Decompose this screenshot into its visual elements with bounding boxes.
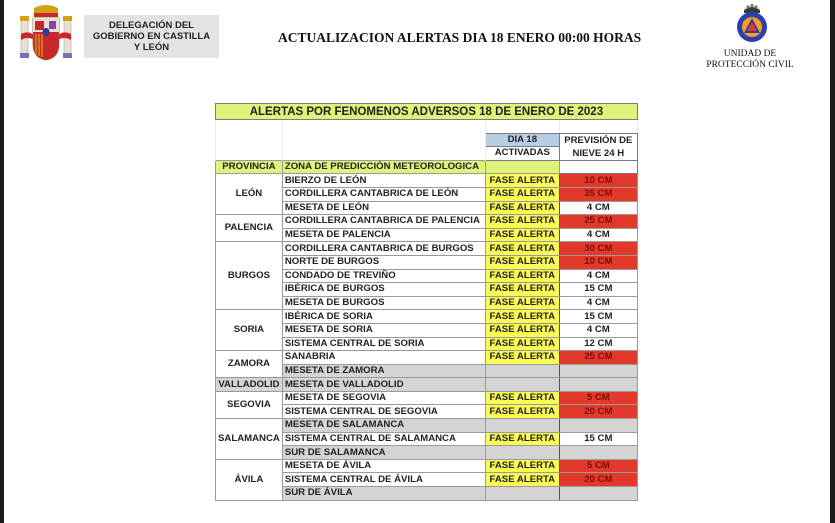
snow-forecast-cell: 4 CM: [559, 323, 637, 337]
table-row: [216, 215, 638, 229]
zone-cell: SISTEMA CENTRAL DE SEGOVIA: [282, 405, 485, 419]
alert-phase-cell: [485, 446, 559, 460]
snow-forecast-cell: 5 CM: [559, 459, 637, 473]
col-zone-header: ZONA DE PREDICCIÓN METEOROLOGICA: [282, 160, 485, 174]
alert-phase-cell: FASE ALERTA: [485, 405, 559, 419]
snow-forecast-cell: 12 CM: [559, 337, 637, 351]
zone-cell: MESETA DE ÁVILA: [282, 459, 485, 473]
snow-forecast-cell: 25 CM: [559, 215, 637, 229]
alert-phase-cell: FASE ALERTA: [485, 351, 559, 365]
zone-cell: MESETA DE LEÓN: [282, 201, 485, 215]
snow-forecast-cell: 10 CM: [559, 255, 637, 269]
spacer-row: [216, 120, 638, 134]
table-row: [216, 242, 638, 256]
table-banner: ALERTAS POR FENOMENOS ADVERSOS 18 DE ENERO DE 2023: [216, 104, 638, 120]
col-activated-header: ACTIVADAS: [485, 147, 559, 161]
alert-phase-cell: FASE ALERTA: [485, 174, 559, 188]
zone-cell: CORDILLERA CANTABRICA DE PALENCIA: [282, 215, 485, 229]
zone-cell: SISTEMA CENTRAL DE SALAMANCA: [282, 432, 485, 446]
zone-cell: SANABRIA: [282, 351, 485, 365]
zone-cell: MESETA DE VALLADOLID: [282, 378, 485, 392]
col-snow-label: PREVISIÓN DE NIEVE 24 H: [564, 134, 633, 159]
alert-phase-cell: FASE ALERTA: [485, 459, 559, 473]
province-cell: ZAMORA: [216, 351, 283, 378]
alert-phase-cell: FASE ALERTA: [485, 473, 559, 487]
alert-phase-cell: FASE ALERTA: [485, 391, 559, 405]
zone-cell: CORDILLERA CANTABRICA DE BURGOS: [282, 242, 485, 256]
delegacion-gobierno-label: DELEGACIÓN DEL GOBIERNO EN CASTILLA Y LEÓN: [84, 15, 219, 58]
page-title: ACTUALIZACION ALERTAS DIA 18 ENERO 00:00 HORAS: [278, 30, 642, 45]
province-cell: BURGOS: [216, 242, 283, 310]
banner-row: [216, 104, 638, 120]
alert-phase-cell: [485, 419, 559, 433]
table-row: [216, 310, 638, 324]
snow-forecast-cell: 10 CM: [559, 174, 637, 188]
snow-forecast-cell: 5 CM: [559, 391, 637, 405]
left-edge-shadow: [0, 0, 4, 523]
zone-cell: MESETA DE ZAMORA: [282, 364, 485, 378]
table-row: [216, 378, 638, 392]
alert-phase-cell: FASE ALERTA: [485, 323, 559, 337]
table-row: [216, 419, 638, 433]
zone-cell: MESETA DE SALAMANCA: [282, 419, 485, 433]
snow-forecast-cell: [559, 378, 637, 392]
snow-forecast-cell: 20 CM: [559, 405, 637, 419]
zone-cell: MESETA DE PALENCIA: [282, 228, 485, 242]
province-cell: SORIA: [216, 310, 283, 351]
snow-forecast-cell: 15 CM: [559, 310, 637, 324]
table-row: [216, 459, 638, 473]
snow-forecast-cell: 20 CM: [559, 473, 637, 487]
zone-cell: CONDADO DE TREVIÑO: [282, 269, 485, 283]
col-snow-header: [559, 133, 637, 160]
zone-cell: CORDILLERA CANTABRICA DE LEÓN: [282, 187, 485, 201]
zone-cell: MESETA DE SORIA: [282, 323, 485, 337]
snow-forecast-cell: 25 CM: [559, 351, 637, 365]
province-cell: LEÓN: [216, 174, 283, 215]
proteccion-civil-logo-icon: [735, 2, 769, 44]
snow-forecast-cell: [559, 419, 637, 433]
province-cell: PALENCIA: [216, 215, 283, 242]
snow-forecast-cell: [559, 487, 637, 501]
right-edge-shadow: [830, 0, 835, 523]
alert-phase-cell: [485, 487, 559, 501]
snow-forecast-cell: 4 CM: [559, 269, 637, 283]
snow-forecast-cell: 35 CM: [559, 187, 637, 201]
alert-phase-cell: FASE ALERTA: [485, 201, 559, 215]
alert-phase-cell: FASE ALERTA: [485, 432, 559, 446]
snow-forecast-cell: 15 CM: [559, 283, 637, 297]
alert-phase-cell: FASE ALERTA: [485, 269, 559, 283]
snow-forecast-cell: 4 CM: [559, 201, 637, 215]
table-row: [216, 174, 638, 188]
province-cell: VALLADOLID: [216, 378, 283, 392]
alert-phase-cell: FASE ALERTA: [485, 283, 559, 297]
alert-phase-cell: [485, 364, 559, 378]
col-day-header: DIA 18: [485, 133, 559, 147]
snow-forecast-cell: [559, 364, 637, 378]
zone-cell: NORTE DE BURGOS: [282, 255, 485, 269]
alert-phase-cell: FASE ALERTA: [485, 242, 559, 256]
alert-phase-cell: FASE ALERTA: [485, 215, 559, 229]
zone-cell: BIERZO DE LEÓN: [282, 174, 485, 188]
province-cell: SEGOVIA: [216, 391, 283, 418]
zone-cell: SUR DE SALAMANCA: [282, 446, 485, 460]
zone-cell: SUR DE ÁVILA: [282, 487, 485, 501]
province-cell: ÁVILA: [216, 459, 283, 500]
snow-forecast-cell: 30 CM: [559, 242, 637, 256]
alert-phase-cell: FASE ALERTA: [485, 310, 559, 324]
alert-phase-cell: FASE ALERTA: [485, 228, 559, 242]
zone-cell: MESETA DE BURGOS: [282, 296, 485, 310]
zone-cell: MESETA DE SEGOVIA: [282, 391, 485, 405]
alert-phase-cell: FASE ALERTA: [485, 296, 559, 310]
alerts-table: [215, 103, 638, 501]
zone-cell: SISTEMA CENTRAL DE SORIA: [282, 337, 485, 351]
alert-phase-cell: FASE ALERTA: [485, 255, 559, 269]
header-row-3: [216, 160, 638, 174]
zone-cell: IBÉRICA DE BURGOS: [282, 283, 485, 297]
snow-forecast-cell: [559, 446, 637, 460]
zone-cell: SISTEMA CENTRAL DE ÁVILA: [282, 473, 485, 487]
snow-forecast-cell: 4 CM: [559, 228, 637, 242]
province-cell: SALAMANCA: [216, 419, 283, 460]
alert-phase-cell: [485, 378, 559, 392]
snow-forecast-cell: 4 CM: [559, 296, 637, 310]
spain-coat-of-arms-icon: [18, 4, 74, 62]
col-province-header: PROVINCIA: [216, 160, 283, 174]
proteccion-civil-label: UNIDAD DE PROTECCIÓN CIVIL: [706, 49, 794, 70]
header-row-1: [216, 133, 638, 147]
snow-forecast-cell: 15 CM: [559, 432, 637, 446]
alert-phase-cell: FASE ALERTA: [485, 337, 559, 351]
zone-cell: IBÉRICA DE SORIA: [282, 310, 485, 324]
table-row: [216, 391, 638, 405]
table-row: [216, 351, 638, 365]
alert-phase-cell: FASE ALERTA: [485, 187, 559, 201]
